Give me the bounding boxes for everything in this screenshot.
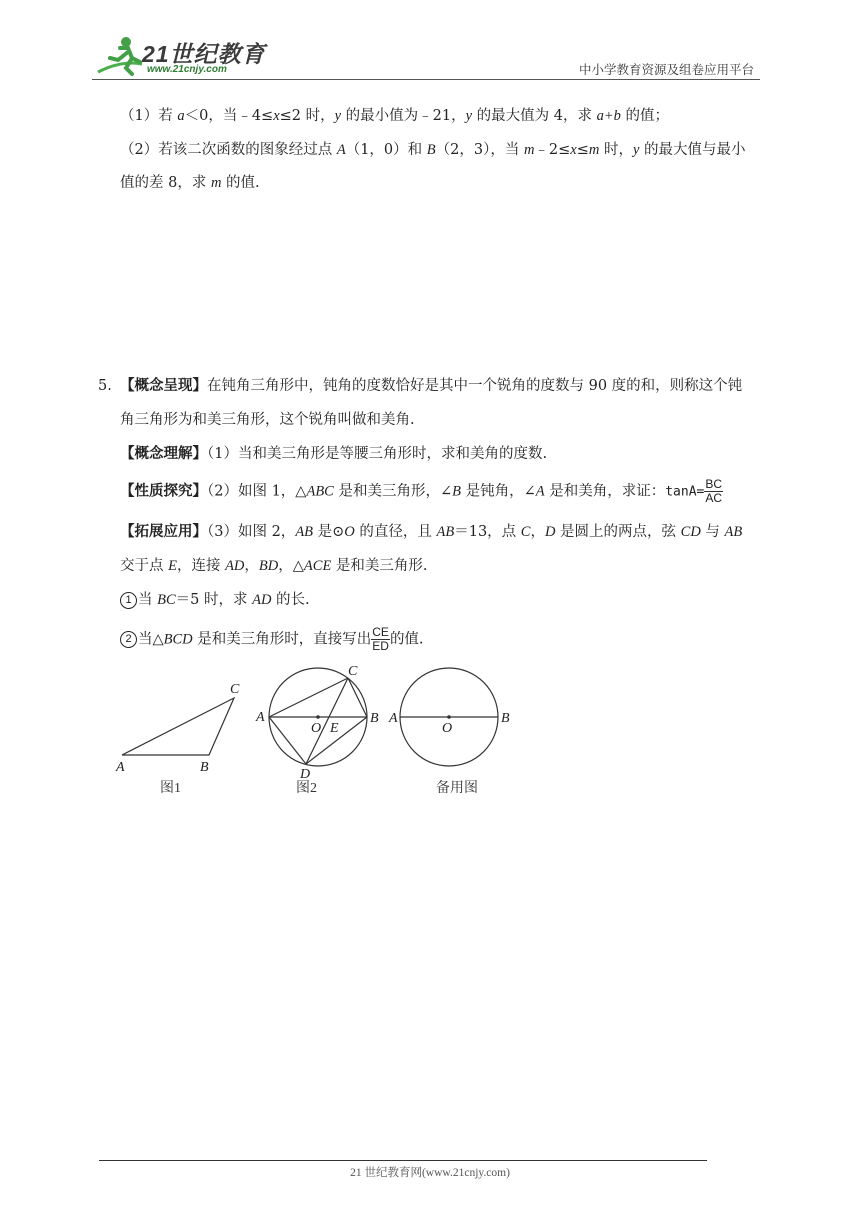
fig2-label-c: C — [348, 664, 358, 679]
fig1-label-b: B — [200, 760, 209, 775]
q5-sub2: 2 当△BCD 是和美三角形时，直接写出 $\frac{CE}{ED}$ 的值. — [120, 626, 424, 653]
circled-number-1: 1 — [120, 592, 137, 609]
fig2-label-e: E — [330, 721, 339, 736]
tan-formula: tanA= — [665, 484, 705, 500]
footer-text: 21 世纪教育网(www.21cnjy.com) — [350, 1167, 510, 1179]
circled-number-2: 2 — [120, 631, 137, 648]
fraction-bc-ac: $\frac{BC}{AC}$ — [705, 477, 723, 505]
footer-divider — [99, 1160, 707, 1161]
logo-text: 21世纪教育 — [142, 41, 266, 67]
fig2-label-b: B — [370, 711, 379, 726]
fig1-caption: 图1 — [160, 781, 181, 796]
fig1-label-a: A — [116, 760, 125, 775]
fig2-label-a: A — [256, 710, 265, 725]
figures — [110, 660, 530, 800]
q4-part1: （1）若 a＜0，当﹣4≤x≤2 时，y 的最小值为﹣21，y 的最大值为 4，求 a+b 的值； — [120, 108, 670, 124]
q5-apply-line2: 交于点 E，连接 AD，BD，△ACE 是和美三角形. — [120, 558, 428, 574]
header-divider — [92, 79, 760, 80]
q5-concept-understanding: 【概念理解】（1）当和美三角形是等腰三角形时，求和美角的度数. — [120, 445, 548, 462]
q4-part2-line2: 值的差 8，求 m 的值. — [120, 175, 260, 191]
q5-number: 5. — [98, 378, 112, 394]
q4-part2-line1: （2）若该二次函数的图象经过点 A（1，0）和 B（2，3），当 m﹣2≤x≤m 时，y 的最大值与最小 — [120, 142, 746, 158]
fig2-label-d: D — [300, 767, 311, 782]
figure-3-spare-circle — [388, 668, 510, 796]
fig1-label-c: C — [230, 682, 240, 697]
fraction-ce-ed: $\frac{CE}{ED}$ — [372, 625, 389, 653]
q5-property-explore: 【性质探究】（2）如图 1，△ABC 是和美三角形，∠B 是钝角，∠A 是和美角，求证：tanA= $\frac{BC}{AC}$ — [120, 477, 723, 505]
fig2-caption: 图2 — [296, 781, 317, 796]
fig2-label-o: O — [311, 721, 322, 736]
platform-name: 中小学教育资源及组卷应用平台 — [578, 62, 754, 77]
fig3-label-b: B — [501, 711, 510, 726]
fig3-label-o: O — [442, 721, 453, 736]
fig3-caption: 备用图 — [436, 781, 478, 796]
logo-url: www.21cnjy.com — [147, 64, 227, 75]
figure-2-circle — [255, 664, 379, 796]
fig3-label-a: A — [389, 711, 398, 726]
q5-sub1: 1 当 BC＝5 时，求 AD 的长. — [120, 590, 310, 610]
q5-intro-line1: 【概念呈现】在钝角三角形中，钝角的度数恰好是其中一个锐角的度数与 90 度的和，则称这个钝 — [120, 377, 743, 394]
q5-intro-line2: 角三角形为和美三角形，这个锐角叫做和美角. — [120, 412, 415, 428]
q5-apply-line1: 【拓展应用】（3）如图 2，AB 是⊙O 的直径，且 AB＝13，点 C，D 是圆上的两点，弦 CD 与 AB — [120, 523, 743, 540]
figure-1-triangle — [115, 682, 240, 796]
